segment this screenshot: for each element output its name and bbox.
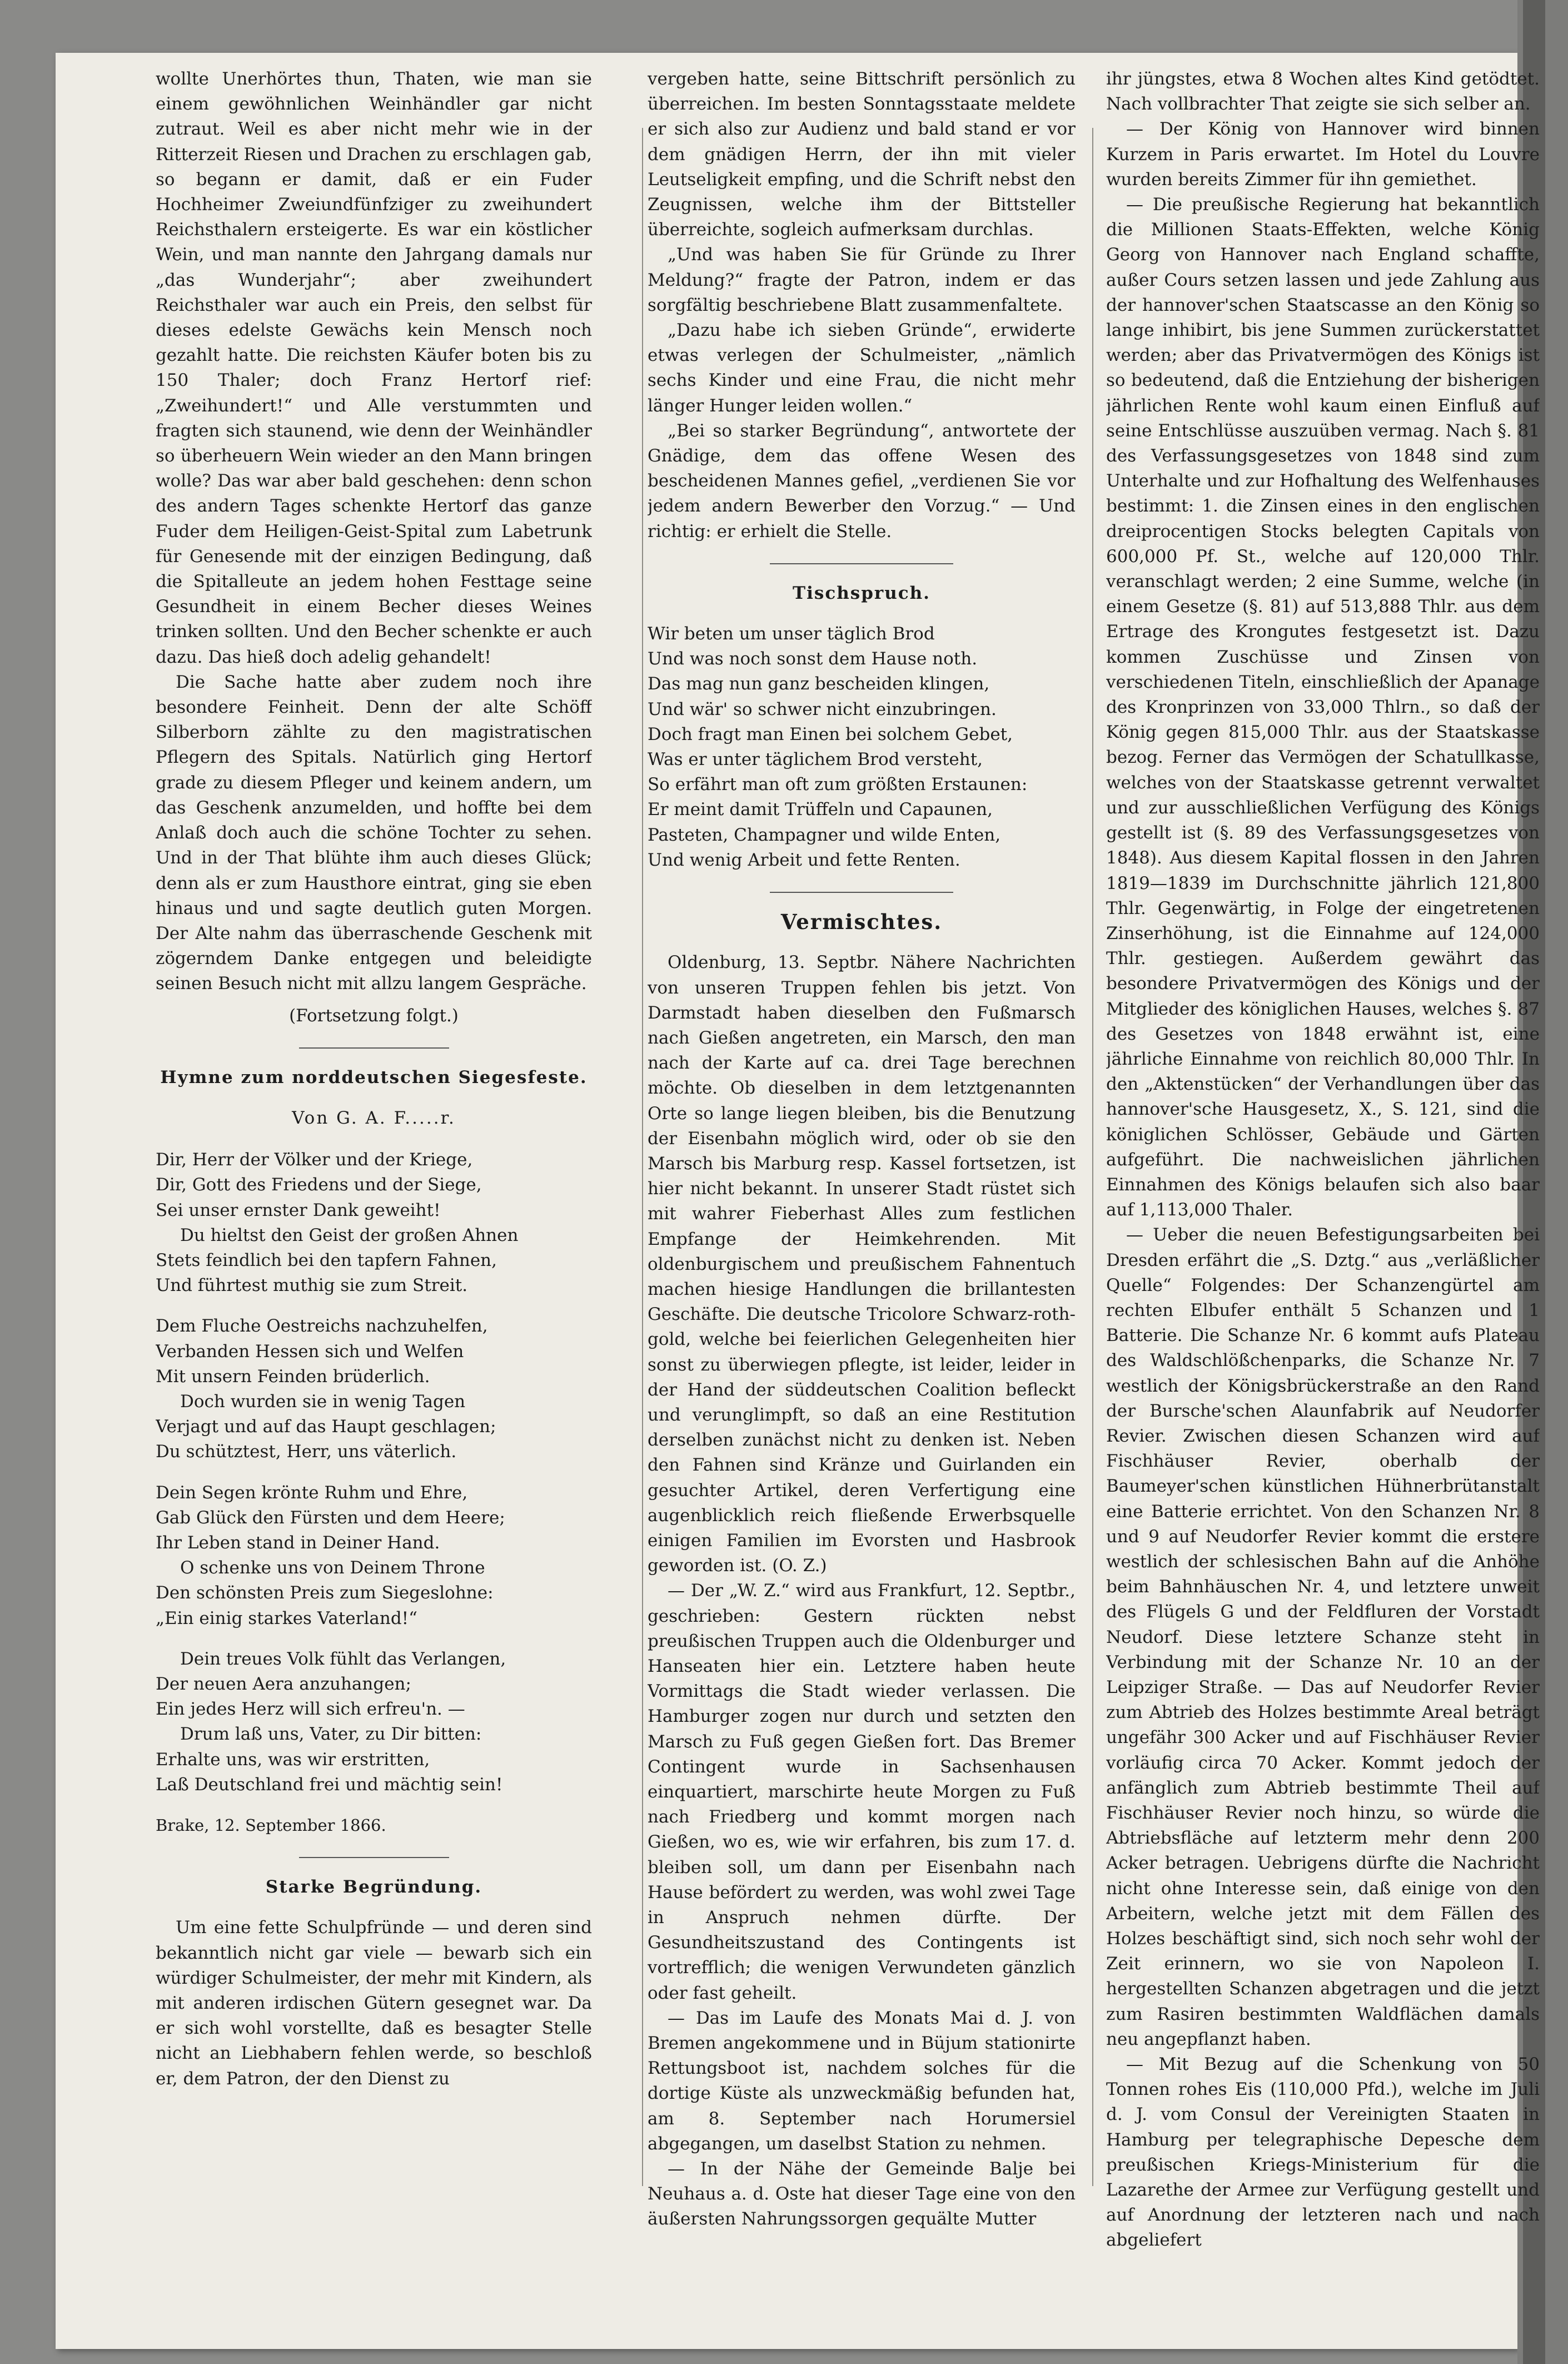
verse-line: Verjagt und auf das Haupt geschlagen; <box>156 1417 496 1437</box>
vermischtes-title: Vermischtes. <box>780 910 943 935</box>
verse-line: Dir, Herr der Völker und der Kriege, <box>156 1150 473 1170</box>
column-3 <box>1106 67 1540 2314</box>
verse-line: Ein jedes Herz will sich erfreu'n. — <box>156 1699 465 1720</box>
column-rule-1 <box>642 128 643 2186</box>
verse-line: Und was noch sonst dem Hause noth. <box>648 649 978 669</box>
serial-paragraph-1: wollte Unerhörtes thun, Thaten, wie man sie einem gewöhnlichen Weinhändler gar nicht zutraut. Weil es aber nicht mehr wie in der Ritterzeit Riesen und Drachen zu erschlagen gab, so begann er damit, daß er ein Fuder Hochheimer Zweiundfünfziger zu zweihundert Reichsthalern ersteigerte. Es war ein köstlicher Wein, und man nannte den Jahrgang damals nur „das Wunderjahr“; aber zweihundert Reichsthaler war auch ein Preis, den selbst für dieses edelste Gewächs kein Mensch noch gezahlt hatte. Die reichsten Käufer boten bis zu 150 Thaler; doch Franz Hertorf rief: „Zweihundert!“ und Alle verstummten und fragten sich staunend, wie denn der Weinhändler so überheuern Wein wieder an den Mann bringen wolle? Das war aber bald geschehen: denn schon des andern Tages schenkte Hertorf das ganze Fuder dem Heiligen-Geist-Spital zum Labetrunk für Genesende mit der einzigen Bedingung, daß die Spitalleute an jedem hohen Festtage seine Gesundheit in einem Becher dieses Weines trinken sollten. Und den Becher schenkte er auch dazu. Das hieß doch adelig gehandelt! <box>156 69 592 667</box>
hymn-dateline: Brake, 12. September 1866. <box>156 1816 386 1835</box>
hymn-stanza-4 <box>156 1647 592 1797</box>
verse-line: Erhalte uns, was wir erstritten, <box>156 1749 430 1770</box>
hymn-author: Von G. A. F.....r. <box>292 1107 456 1128</box>
verse-line: Gab Glück den Fürsten und dem Heere; <box>156 1507 505 1528</box>
serial-paragraph-2: Die Sache hatte aber zudem noch ihre besondere Feinheit. Denn der alte Schöff Silberborn zählte zu den magistratischen Pflegern des Spitals. Natürlich ging Hertorf grade zu diesem Pfleger und keinem andern, um das Geschenk anzumelden, und hoffte bei dem Anlaß doch auch die schöne Tochter zu sehen. Und in der That blühte ihm auch dieses Glück; denn als er zum Hausthore eintrat, ging sie eben hinaus und und sagte deutlich guten Morgen. Der Alte nahm das überraschende Geschenk mit zögerndem Danke entgegen und beleidigte seinen Besuch nicht mit allzu langem Gespräche. <box>156 672 592 994</box>
verse-line: Du hieltst den Geist der großen Ahnen <box>180 1225 519 1245</box>
to-be-continued: (Fortsetzung folgt.) <box>289 1005 459 1026</box>
verse-line: Pasteten, Champagner und wilde Enten, <box>648 825 1001 845</box>
news-paragraph-7: — Die preußische Regierung hat bekanntlich die Millionen Staats-Effekten, welche König Georg von Hannover nach England schaffte, außer Cours setzen lassen und jede Zahlung aus der hannover'schen Staatscasse an den König so lange inhibirt, bis jene Summen zurückerstattet werden; aber das Privatvermögen des Königs ist so bedeutend, daß die Entziehung der bisherigen jährlichen Rente wohl kaum einen Einfluß auf seine Entschlüsse auszuüben vermag. Nach §. 81 des Verfassungsgesetzes von 1848 sind zum Unterhalte und zur Hofhaltung des Welfenhauses bestimmt: 1. die Zinsen eines in den englischen dreiprocentigen Stocks belegten Capitals von 600,000 Pf. St., welche auf 120,000 Thlr. veranschlagt werden; 2 eine Summe, welche (in einem Gesetze (§. 81) auf 513,888 Thlr. aus dem Ertrage des Krongutes festgesetzt ist. Dazu kommen Zuschüsse und Zinsen von verschiedenen Titeln, einschließlich der Apanage des Kronprinzen von 33,000 Thlrn., so daß der König gegen 815,000 Thlr. aus der Staatskasse bezog. Ferner das Vermögen der Schatullkasse, welches von der Staatskasse getrennt verwaltet und zur ausschließlichen Verfügung des Königs gestellt ist (§. 89 des Verfassungsgesetzes von 1848). Aus diesem Kapital flossen in den Jahren 1819—1839 im Durchschnitte jährlich 121,800 Thlr. Gegenwärtig, in Folge der eingetretenen Zinserhöhung, ist die Einnahme auf 124,000 Thlr. gestiegen. Außerdem gewährt das besondere Privatvermögen des Königs und der Mitglieder des königlichen Hauses, welches §. 87 des Gesetzes von 1848 erwähnt ist, eine jährliche Einnahme von reichlich 80,000 Thlr. In den „Aktenstücken“ der Verhandlungen über das hannover'sche Hausgesetz, X., S. 121, sind die königlichen Schlösser, Gebäude und Gärten aufgeführt. Die nachweislichen jährlichen Einnahmen des Königs belaufen sich also baar auf 1,113,000 Thaler. <box>1106 195 1540 1220</box>
news-paragraph-8: — Ueber die neuen Befestigungsarbeiten bei Dresden erfährt die „S. Dztg.“ aus „verläßlicher Quelle“ Folgendes: Der Schanzengürtel am rechten Elbufer enthält 5 Schanzen und 1 Batterie. Die Schanze Nr. 6 kommt aufs Plateau des Waldschlößchenparks, die Schanze Nr. 7 westlich der Königsbrückerstraße an den Rand der Bursche'schen Alaunfabrik auf Neudorfer Revier. Zwischen diesen Schanzen wird auf Fischhäuser Revier, oberhalb der Baumeyer'schen künstlichen Hühnerbrütanstalt eine Batterie errichtet. Von den Schanzen Nr. 8 und 9 auf Neudorfer Revier kommt die erstere westlich der schlesischen Bahn auf die Anhöhe beim Bahnhäuschen Nr. 4, und letztere unweit des Flügels G und der Feldfluren der Vorstadt Neudorf. Diese letztere Schanze steht in Verbindung mit der Schanze Nr. 10 an der Leipziger Straße. — Das auf Neudorfer Revier zum Abtrieb des Holzes bestimmte Areal beträgt ungefähr 300 Acker und auf Fischhäuser Revier vorläufig circa 70 Acker. Kommt jedoch der anfänglich zum Abtrieb bestimmte Theil auf Fischhäuser Revier noch hinzu, so würde die Abtriebsfläche auf letzterm mehr denn 200 Acker betragen. Uebrigens dürfte die Nachricht nicht ohne Interesse sein, daß einige von den Arbeitern, welche jetzt mit dem Fällen des Holzes beschäftigt sind, sich noch sehr wohl der Zeit erinnern, wo sie von Napoleon I. hergestellten Schanzen abgetragen und die jetzt zum Rasiren bestimmten Waldflächen damals neu angepflanzt haben. <box>1106 1225 1540 2049</box>
verse-line: Dein treues Volk fühlt das Verlangen, <box>180 1648 506 1669</box>
verse-line: Ihr Leben stand in Deiner Hand. <box>156 1532 440 1553</box>
hymn-title: Hymne zum norddeutschen Siegesfeste. <box>160 1067 588 1087</box>
news-paragraph-4: — In der Nähe der Gemeinde Balje bei Neuhaus a. d. Oste hat dieser Tage eine von den äußersten Nahrungssorgen gequälte Mutter <box>648 2159 1076 2229</box>
verse-line: Und wenig Arbeit und fette Renten. <box>648 850 960 870</box>
story-paragraph-1: Um eine fette Schulpfründe — und deren sind bekanntlich nicht gar viele — bewarb sich ein würdiger Schulmeister, der mehr mit Kindern, als mit anderen irdischen Gütern gesegnet war. Da er sich wohl vorstellte, daß es besagter Stelle nicht an Liebhabern fehlen werde, so beschloß er, dem Patron, der den Dienst zu <box>156 1918 592 2089</box>
section-rule <box>770 892 953 893</box>
hymn-stanza-1 <box>156 1148 592 1298</box>
news-paragraph-6: — Der König von Hannover wird binnen Kurzem in Paris erwartet. Im Hotel du Louvre wurden bereits Zimmer für ihn gemiethet. <box>1106 119 1540 190</box>
verse-line: Doch wurden sie in wenig Tagen <box>180 1391 466 1412</box>
news-paragraph-3: — Das im Laufe des Monats Mai d. J. von Bremen angekommene und in Büjum stationirte Rettungsboot ist, nachdem solches für die dortige Küste als unzweckmäßig befunden hat, am 8. September nach Horumersiel abgegangen, um daselbst Station zu nehmen. <box>648 2008 1076 2154</box>
news-paragraph-1: Oldenburg, 13. Septbr. Nähere Nachrichten von unseren Truppen fehlen bis jetzt. Von Darmstadt haben dieselben den Fußmarsch nach Gießen angetreten, ein Marsch, den man nach der Karte auf ca. drei Tage berechnen möchte. Ob dieselben in dem letztgenannten Orte so lange liegen bleiben, bis die Benutzung der Eisenbahn möglich wird, oder ob sie den Marsch bis Marburg resp. Kassel fortsetzen, ist hier nicht bekannt. In unserer Stadt rüstet sich mit wahrer Fieberhast Alles zum festlichen Empfange der Heimkehrenden. Mit oldenburgischem und preußischem Fahnentuch machen hiesige Handlungen die brillantesten Geschäfte. Die deutsche Tricolore Schwarz-roth-gold, welche bei feierlichen Gelegenheiten hier sonst zu überwiegen pflegte, ist leider, leider in der Hand der süddeutschen Coalition befleckt und verunglimpft, so daß an eine Restitution derselben zunächst nicht zu denken ist. Neben den Fahnen sind Kränze und Guirlanden ein gesuchter Artikel, deren Verfertigung eine augenblicklich reich fließende Erwerbsquelle einigen Familien im Evorsten und Hasbrook geworden ist. (O. Z.) <box>648 952 1076 1576</box>
verse-line: Dein Segen krönte Ruhm und Ehre, <box>156 1482 468 1503</box>
verse-line: Verbanden Hessen sich und Welfen <box>156 1341 464 1362</box>
story-title: Starke Begründung. <box>265 1877 482 1898</box>
story-continued-4: „Bei so starker Begründung“, antwortete der Gnädige, dem das offene Wesen des bescheidenen Mannes gefiel, „verdienen Sie vor jedem andern Bewerber den Vorzug.“ — Und richtig: er erhielt die Stelle. <box>648 420 1076 542</box>
tisch-verse <box>648 622 1076 873</box>
verse-line: „Ein einig starkes Vaterland!“ <box>156 1608 417 1628</box>
story-continued-3: „Dazu habe ich sieben Gründe“, erwiderte etwas verlegen der Schulmeister, „nämlich sechs Kinder und eine Frau, die nicht mehr länger Hunger leiden wollen.“ <box>648 320 1076 416</box>
verse-line: Stets feindlich bei den tapfern Fahnen, <box>156 1250 497 1270</box>
verse-line: Mit unsern Feinden brüderlich. <box>156 1366 430 1387</box>
hymn-stanza-3 <box>156 1481 592 1631</box>
tisch-title: Tischspruch. <box>793 583 930 603</box>
section-rule <box>770 563 953 564</box>
verse-line: O schenke uns von Deinem Throne <box>180 1558 485 1578</box>
serial-text <box>156 67 592 997</box>
news-paragraph-9: — Mit Bezug auf die Schenkung von 50 Tonnen rohes Eis (110,000 Pfd.), welche im Juli d. J. vom Consul der Vereinigten Staaten in Hamburg per telegraphische Depesche dem preußischen Kriegs-Ministerium für die Lazarethe der Armee zur Verfügung gestellt und auf Anordnung der letzteren nach und nach abgeliefert <box>1106 2054 1540 2251</box>
section-rule <box>299 1857 449 1858</box>
verse-line: Du schütztest, Herr, uns väterlich. <box>156 1442 457 1462</box>
verse-line: Das mag nun ganz bescheiden klingen, <box>648 674 990 694</box>
verse-line: Dem Fluche Oestreichs nachzuhelfen, <box>156 1316 488 1337</box>
column-rule-2 <box>1092 128 1093 2186</box>
verse-line: Doch fragt man Einen bei solchem Gebet, <box>648 724 1013 744</box>
verse-line: Der neuen Aera anzuhangen; <box>156 1673 411 1694</box>
verse-line: Drum laß uns, Vater, zu Dir bitten: <box>180 1724 482 1745</box>
story-continued-1: vergeben hatte, seine Bittschrift persönlich zu überreichen. Im besten Sonntagsstaate meldete er sich also zur Audienz und bald stand er vor dem gnädigen Herrn, der ihn mit vieler Leutseligkeit empfing, und die Schrift nebst den Zeugnissen, welche ihm der Bittsteller überreichte, sogleich aufmerksam durchlas. <box>648 69 1076 240</box>
section-rule <box>299 1047 449 1049</box>
column-1 <box>156 67 592 2314</box>
verse-line: Und wär' so schwer nicht einzubringen. <box>648 699 997 719</box>
verse-line: Und führtest muthig sie zum Streit. <box>156 1275 468 1296</box>
verse-line: Wir beten um unser täglich Brod <box>648 624 935 644</box>
verse-line: Was er unter täglichem Brod versteht, <box>648 749 983 770</box>
verse-line: Den schönsten Preis zum Siegeslohne: <box>156 1583 494 1603</box>
verse-line: Dir, Gott des Friedens und der Siege, <box>156 1175 482 1195</box>
news-paragraph-5: ihr jüngstes, etwa 8 Wochen altes Kind getödtet. Nach vollbrachter That zeigte sie sich selber an. <box>1106 69 1540 115</box>
story-continued-2: „Und was haben Sie für Gründe zu Ihrer Meldung?“ fragte der Patron, indem er das sorgfältig beschriebene Blatt zusammenfaltete. <box>648 245 1076 315</box>
verse-line: So erfährt man oft zum größten Erstaunen: <box>648 774 1028 795</box>
verse-line: Er meint damit Trüffeln und Capaunen, <box>648 799 993 820</box>
news-paragraph-2: — Der „W. Z.“ wird aus Frankfurt, 12. Septbr., geschrieben: Gestern rückten nebst preußischen Truppen auch die Oldenburger und Hanseaten hier ein. Letztere haben heute Vormittags die Stadt wieder verlassen. Die Hamburger zogen nur durch und setzten den Marsch zu Fuß gegen Gießen fort. Das Bremer Contingent wurde in Sachsenhausen einquartiert, marschirte heute Morgen zu Fuß nach Friedberg und kommt morgen nach Gießen, wo es, wie wir erfahren, bis zum 17. d. bleiben soll, um dann per Eisenbahn nach Hause befördert zu werden, was wohl zwei Tage in Anspruch nehmen dürfte. Der Gesundheitszustand des Contingents ist vortrefflich; die wenigen Verwundeten gänzlich oder fast geheilt. <box>648 1581 1076 2003</box>
hymn-stanza-2 <box>156 1314 592 1464</box>
verse-line: Laß Deutschland frei und mächtig sein! <box>156 1774 503 1795</box>
column-2 <box>648 67 1076 2314</box>
verse-line: Sei unser ernster Dank geweiht! <box>156 1200 441 1220</box>
